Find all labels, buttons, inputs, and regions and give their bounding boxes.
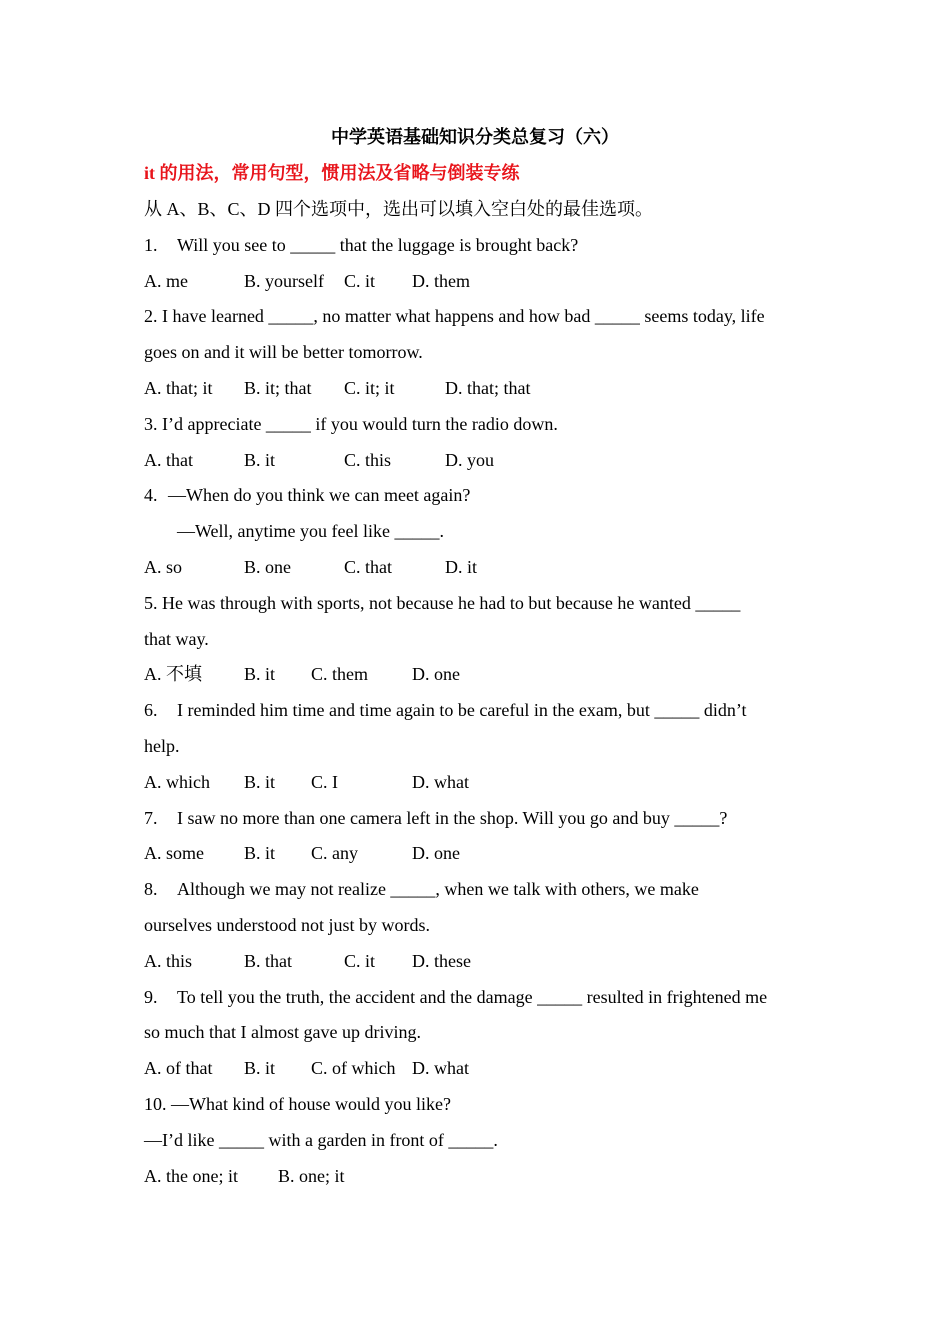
question-7	[144, 801, 806, 837]
question-3	[144, 407, 806, 443]
question-number: 6.	[144, 700, 158, 721]
page-title: 中学英语基础知识分类总复习（六）	[331, 127, 619, 147]
question-text-continued: goes on and it will be better tomorrow.	[144, 342, 423, 363]
question-answer-line: —Well, anytime you feel like _____.	[177, 521, 444, 542]
question-text: —What kind of house would you like?	[171, 1093, 451, 1114]
option-b: B. it	[244, 771, 276, 792]
options-row	[144, 765, 806, 801]
question-5	[144, 586, 806, 622]
option-d: D. what	[412, 771, 469, 792]
option-a: A. this	[144, 950, 193, 971]
option-a: A. of that	[144, 1058, 213, 1079]
options-row	[144, 657, 806, 693]
options-row	[144, 550, 806, 586]
option-a: A. some	[144, 843, 204, 864]
option-a: A. 不填	[144, 664, 202, 685]
question-10	[144, 1087, 806, 1123]
question-number: 9.	[144, 986, 158, 1007]
option-b: B. it	[244, 1058, 276, 1079]
question-1	[144, 228, 806, 264]
option-a: A. that	[144, 449, 193, 470]
options-row	[144, 1051, 806, 1087]
question-number: 5.	[144, 592, 158, 613]
question-text: —When do you think we can meet again?	[168, 485, 471, 506]
section-subtitle: it 的用法，常用句型，惯用法及省略与倒装专练	[144, 163, 520, 183]
question-text: I’d appreciate _____ if you would turn the radio down.	[162, 413, 558, 434]
question-text: Will you see to _____ that the luggage is brought back?	[177, 234, 579, 255]
option-c: C. them	[311, 664, 368, 685]
option-d: D. one	[412, 843, 460, 864]
option-a: A. which	[144, 771, 210, 792]
question-text: I have learned _____, no matter what happens and how bad _____ seems today, life	[162, 306, 765, 327]
question-answer-line: —I’d like _____ with a garden in front of _____.	[144, 1129, 498, 1150]
option-d: D. you	[445, 449, 494, 470]
option-d: D. it	[445, 556, 478, 577]
options-row	[144, 1159, 806, 1195]
question-2	[144, 299, 806, 335]
option-b: B. one	[244, 556, 291, 577]
option-c: C. I	[311, 771, 338, 792]
question-text-continued: ourselves understood not just by words.	[144, 914, 430, 935]
question-6	[144, 693, 806, 729]
option-b: B. it	[244, 843, 276, 864]
option-d: D. that; that	[445, 377, 531, 398]
option-b: B. yourself	[244, 270, 324, 291]
instruction-text: 从 A、B、C、D 四个选项中，选出可以填入空白处的最佳选项。	[144, 199, 654, 219]
option-b: B. it	[244, 664, 276, 685]
question-text: I saw no more than one camera left in the shop. Will you go and buy _____?	[177, 807, 728, 828]
question-number: 10.	[144, 1093, 167, 1114]
question-text: He was through with sports, not because he had to but because he wanted _____	[162, 592, 741, 613]
options-row	[144, 836, 806, 872]
document-page	[144, 120, 806, 1194]
question-text-continued: that way.	[144, 628, 209, 649]
option-c: C. it	[344, 270, 376, 291]
option-b: B. that	[244, 950, 292, 971]
question-9	[144, 980, 806, 1016]
question-number: 8.	[144, 879, 158, 900]
option-a: A. so	[144, 556, 183, 577]
question-number: 3.	[144, 413, 158, 434]
question-number: 4.	[144, 485, 158, 506]
option-d: D. what	[412, 1058, 469, 1079]
option-c: C. it; it	[344, 377, 395, 398]
option-c: C. of which	[311, 1058, 396, 1079]
question-text: Although we may not realize _____, when we talk with others, we make	[177, 879, 699, 900]
question-number: 1.	[144, 234, 158, 255]
question-text: I reminded him time and time again to be careful in the exam, but _____ didn’t	[177, 700, 747, 721]
option-c: C. this	[344, 449, 392, 470]
option-b: B. it	[244, 449, 276, 470]
options-row	[144, 371, 806, 407]
question-text-continued: so much that I almost gave up driving.	[144, 1022, 421, 1043]
option-a: A. me	[144, 270, 188, 291]
option-a: A. the one; it	[144, 1165, 238, 1186]
question-4	[144, 478, 806, 514]
option-c: C. that	[344, 556, 392, 577]
options-row	[144, 443, 806, 479]
option-c: C. it	[344, 950, 376, 971]
question-text: To tell you the truth, the accident and the damage _____ resulted in frightened me	[177, 986, 768, 1007]
option-c: C. any	[311, 843, 358, 864]
question-number: 2.	[144, 306, 158, 327]
option-b: B. one; it	[278, 1165, 345, 1186]
option-a: A. that; it	[144, 377, 213, 398]
question-number: 7.	[144, 807, 158, 828]
question-text-continued: help.	[144, 735, 180, 756]
option-d: D. them	[412, 270, 470, 291]
option-d: D. these	[412, 950, 471, 971]
option-d: D. one	[412, 664, 460, 685]
option-b: B. it; that	[244, 377, 312, 398]
options-row	[144, 264, 806, 300]
options-row	[144, 944, 806, 980]
question-8	[144, 872, 806, 908]
